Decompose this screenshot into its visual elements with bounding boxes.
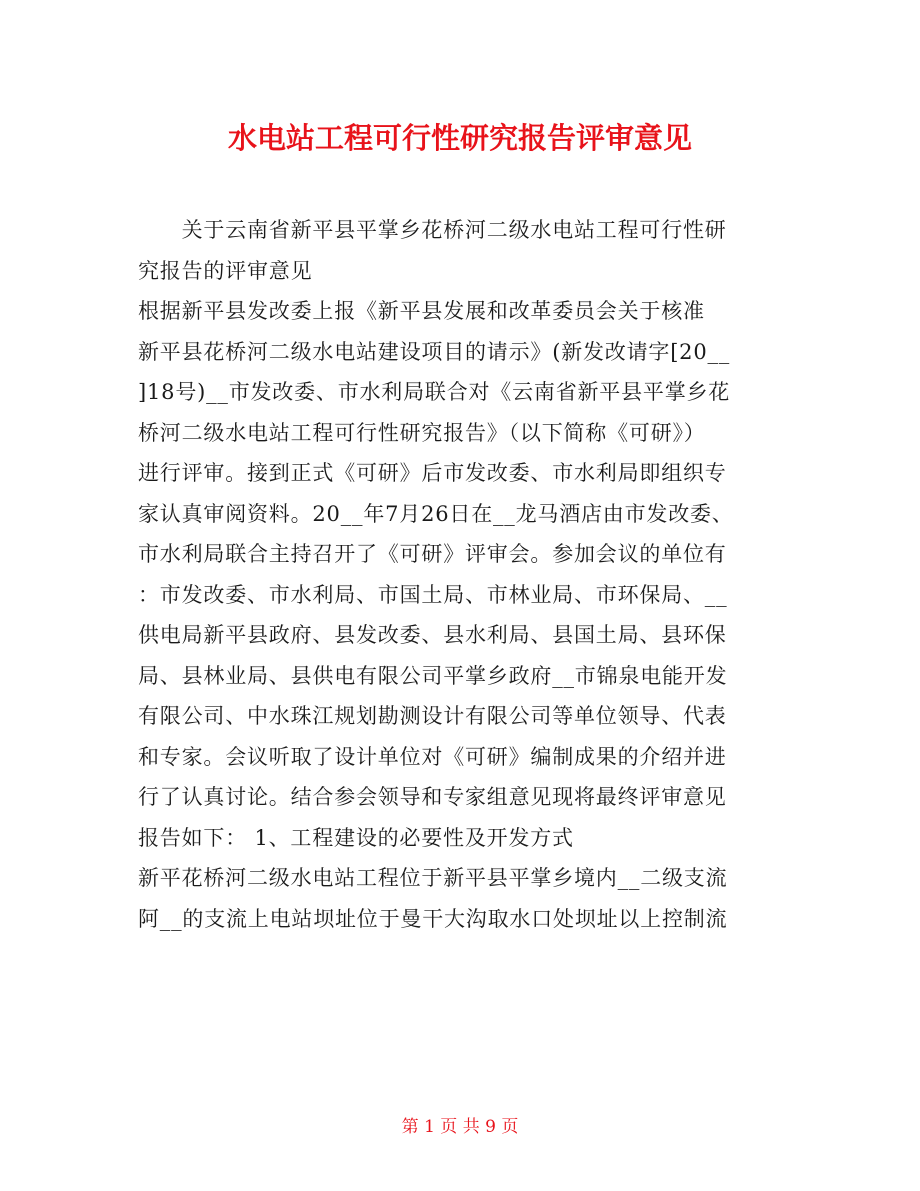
body-line: 局、县林业局、县供电有限公司平掌乡政府__市锦泉电能开发 (138, 663, 728, 688)
body-line: 根据新平县发改委上报《新平县发展和改革委员会关于核准 (138, 299, 705, 323)
body-line: 阿__的支流上电站坝址位于曼干大沟取水口处坝址以上控制流 (138, 906, 728, 931)
body-line: 关于云南省新平县平掌乡花桥河二级水电站工程可行性研 (138, 218, 727, 242)
body-line: 供电局新平县政府、县发改委、县水利局、县国土局、县环保 (138, 623, 727, 647)
body-line: 行了认真讨论。结合参会领导和专家组意见现将最终评审意见 (138, 785, 727, 809)
body-line: ]18号)__市发改委、市水利局联合对《云南省新平县平掌乡花 (138, 380, 731, 404)
document-body (138, 210, 788, 939)
body-line: 家认真审阅资料。20__年7月26日在__龙马酒店由市发改委、 (138, 501, 734, 526)
document-title: 水电站工程可行性研究报告评审意见 (227, 121, 692, 155)
body-line: 究报告的评审意见 (138, 258, 313, 283)
body-line: 新平县花桥河二级水电站建设项目的请示》(新发改请字[20__ (138, 339, 731, 364)
body-line: 桥河二级水电站工程可行性研究报告》（以下简称《可研》） (138, 420, 706, 445)
body-line: 报告如下： 1、工程建设的必要性及开发方式 (138, 825, 574, 850)
body-line: 和专家。会议听取了设计单位对《可研》编制成果的介绍并进 (138, 744, 727, 769)
page-footer: 第 1 页 共 9 页 (401, 1117, 519, 1137)
body-line: ：市发改委、市水利局、市国土局、市林业局、市环保局、__ (138, 582, 728, 607)
body-line: 新平花桥河二级水电站工程位于新平县平掌乡境内__二级支流 (138, 866, 728, 890)
body-line: 有限公司、中水珠江规划勘测设计有限公司等单位领导、代表 (138, 704, 727, 728)
body-line: 进行评审。接到正式《可研》后市发改委、市水利局即组织专 (138, 461, 727, 485)
body-line: 市水利局联合主持召开了《可研》评审会。参加会议的单位有 (138, 542, 727, 566)
